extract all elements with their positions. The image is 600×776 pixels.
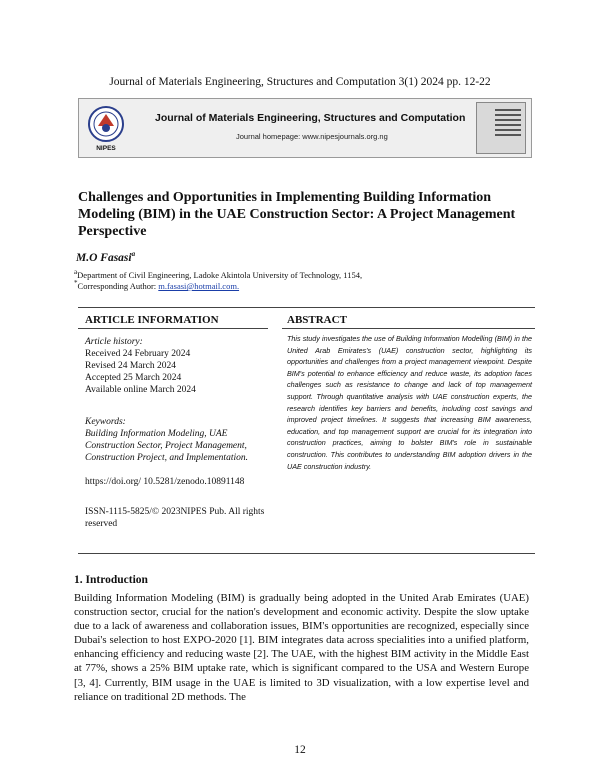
accepted-date: Accepted 25 March 2024	[85, 373, 182, 383]
author-marker: a	[131, 250, 136, 258]
abstract-text: This study investigates the use of Building Information Modelling (BIM) in the United Arab Emirates's (UAE) construction sector, highlighting its opportunities and challenges from a project management viewpoint. Despite BIM's potential to enhance efficiency and reduce waste, its adoption faces challenges such as resistance to change and lack of top management support. Through quantitative analysis with UAE construction experts, the research identifies key barriers and benefits, including cost savings and improved project timelines. It suggests that increasing BIM awareness, education, and top management support are crucial for its integration into construction practices, aiming to bolster BIM's role in sustainable construction. This contributes to understanding BIM adoption drivers in the UAE construction industry.	[287, 334, 532, 471]
issn-notice: ISSN-1115-5825/© 2023NIPES Pub. All rights reserved	[85, 507, 265, 529]
divider-top	[78, 307, 535, 308]
abstract-heading: ABSTRACT	[287, 314, 347, 326]
corresponding-label: Corresponding Author:	[77, 280, 157, 291]
corresponding-email-link[interactable]: m.fasasi@hotmail.com.	[158, 280, 240, 291]
divider-info	[78, 328, 268, 329]
keywords-list: Building Information Modeling, UAE Construction Sector, Project Management, Construction Project, and Implementation.	[85, 429, 248, 463]
journal-title: Journal of Materials Engineering, Structures and Computation	[155, 112, 466, 124]
nipes-seal-logo	[84, 104, 128, 148]
article-history	[85, 336, 196, 396]
affiliation-marker: a	[74, 268, 78, 276]
journal-banner	[78, 98, 532, 158]
affiliation-text: Department of Civil Engineering, Ladoke Akintola University of Technology, 1154,	[77, 269, 363, 280]
available-date: Available online March 2024	[85, 385, 196, 395]
page-number: 12	[294, 744, 306, 756]
divider-abstract	[282, 328, 535, 329]
revised-date: Revised 24 March 2024	[85, 361, 177, 371]
publisher-logo-label: NIPES	[96, 145, 116, 152]
article-info-heading: ARTICLE INFORMATION	[85, 314, 219, 326]
history-label: Article history:	[85, 337, 143, 347]
corresponding-marker: *	[74, 279, 78, 287]
paper-title: Challenges and Opportunities in Implementing Building Information Modeling (BIM) in the UAE Construction Sector: A Project Management Perspective	[78, 190, 516, 239]
divider-bottom	[78, 553, 535, 554]
journal-homepage: Journal homepage: www.nipesjournals.org.ng	[236, 132, 388, 141]
introduction-text: Building Information Modeling (BIM) is gradually being adopted in the United Arab Emirates (UAE) construction sector, crucial for the nation's development and economic activity. Despite the slow uptake due to a lack of awareness and collaboration issues, BIM's opportunities are recognized, especially since Dubai's selection to host EXPO-2020 [1]. BIM integrates data across specialities into a unified platform, enhancing efficiency and reducing waste [2]. The UAE, with the highest BIM activity in the Middle East at 77%, shows a 25% BIM uptake rate, which is significant compared to the USA and Western Europe [3, 4]. Currently, BIM usage in the UAE is limited to 3D visualization, with a low expertise level and reliance on traditional 2D methods. The	[74, 592, 529, 703]
introduction-heading: 1. Introduction	[74, 574, 148, 586]
running-head: Journal of Materials Engineering, Structures and Computation 3(1) 2024 pp. 12-22	[109, 76, 491, 88]
journal-cover-thumbnail	[476, 102, 526, 154]
keywords-label: Keywords:	[85, 417, 126, 427]
author-name	[76, 250, 135, 264]
received-date: Received 24 February 2024	[85, 349, 191, 359]
keywords-block	[85, 416, 270, 464]
corresponding-author	[74, 279, 239, 291]
doi-link[interactable]: https://doi.org/ 10.5281/zenodo.10891148	[85, 477, 245, 487]
author-name-text: M.O Fasasi	[76, 251, 132, 264]
